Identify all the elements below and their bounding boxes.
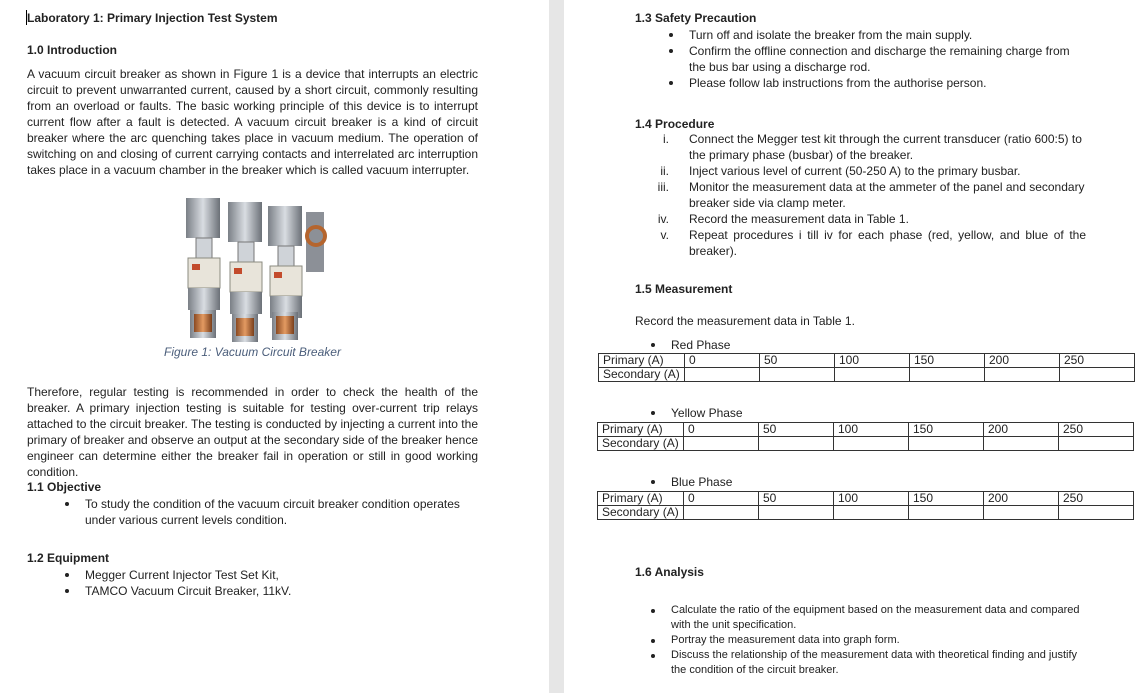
right-page xyxy=(564,0,1137,693)
table-cell: 150 xyxy=(909,492,984,506)
equipment-item: TAMCO Vacuum Circuit Breaker, 11kV. xyxy=(85,583,477,599)
procedure-item xyxy=(657,179,1086,211)
objective-item: To study the condition of the vacuum circuit breaker condition operates under various current levels condition. xyxy=(85,496,477,528)
analysis-heading: 1.6 Analysis xyxy=(635,565,704,579)
safety-heading: 1.3 Safety Precaution xyxy=(635,11,757,25)
table-cell xyxy=(759,437,834,451)
table-cell xyxy=(684,437,759,451)
table-cell: 250 xyxy=(1059,492,1134,506)
figure-caption: Figure 1: Vacuum Circuit Breaker xyxy=(164,345,341,359)
procedure-number: v. xyxy=(660,228,669,242)
objective-heading: 1.1 Objective xyxy=(27,480,102,494)
table-row xyxy=(598,423,1134,437)
procedure-text: Record the measurement data in Table 1. xyxy=(689,212,909,226)
table-cell: 250 xyxy=(1059,423,1134,437)
table-cell xyxy=(984,506,1059,520)
equipment-list xyxy=(85,567,477,599)
analysis-list xyxy=(671,603,1083,678)
table-cell: 100 xyxy=(834,492,909,506)
therefore-text: Therefore, regular testing is recommended in order to check the health of the breaker. A primary injection testing is suitable for testing over-current trip relays attached to the circuit breaker. The testing is conducted by injecting a current into the primary of breaker and observe an output at the secondary side of the breaker hence engineer can determine either the breaker fail in operation or still in good working condition. xyxy=(27,385,478,479)
table-cell xyxy=(835,368,910,382)
table-cell: 50 xyxy=(759,492,834,506)
table-row xyxy=(598,437,1134,451)
table-cell: 100 xyxy=(834,423,909,437)
table-cell xyxy=(1060,368,1135,382)
row-label: Primary (A) xyxy=(598,423,684,437)
table-cell xyxy=(834,506,909,520)
table-cell: 150 xyxy=(909,423,984,437)
row-label: Secondary (A) xyxy=(599,368,685,382)
procedure-text: Monitor the measurement data at the ammeter of the panel and secondary breaker side via clamp meter. xyxy=(689,180,1085,210)
equipment-item: Megger Current Injector Test Set Kit, xyxy=(85,567,477,583)
procedure-text: Repeat procedures i till iv for each phase (red, yellow, and blue of the breaker). xyxy=(689,228,1086,258)
red-phase-table xyxy=(598,353,1135,382)
table-cell xyxy=(1059,437,1134,451)
table-cell: 0 xyxy=(685,354,760,368)
analysis-item: Calculate the ratio of the equipment based on the measurement data and compared with the unit specification. xyxy=(671,603,1083,633)
doc-title: Laboratory 1: Primary Injection Test System xyxy=(27,11,278,25)
blue-phase-table xyxy=(597,491,1134,520)
safety-item: Confirm the offline connection and discharge the remaining charge from the bus bar using a discharge rod. xyxy=(689,43,1089,75)
table-row xyxy=(599,368,1135,382)
table-cell xyxy=(910,368,985,382)
safety-list xyxy=(689,27,1089,91)
table-cell: 250 xyxy=(1060,354,1135,368)
safety-item: Please follow lab instructions from the authorise person. xyxy=(689,75,1089,91)
vacuum-breaker-image xyxy=(182,192,328,342)
table-cell xyxy=(834,437,909,451)
procedure-text: Inject various level of current (50-250 A) to the primary busbar. xyxy=(689,164,1021,178)
table-cell: 50 xyxy=(759,423,834,437)
table-cell: 50 xyxy=(760,354,835,368)
intro-heading: 1.0 Introduction xyxy=(27,43,117,57)
table-cell: 200 xyxy=(985,354,1060,368)
table-cell: 100 xyxy=(835,354,910,368)
procedure-item xyxy=(660,163,1086,179)
measurement-text: Record the measurement data in Table 1. xyxy=(635,314,855,328)
procedure-heading: 1.4 Procedure xyxy=(635,117,715,131)
table-cell xyxy=(909,437,984,451)
left-page xyxy=(0,0,549,693)
procedure-number: i. xyxy=(663,132,669,146)
table-cell xyxy=(759,506,834,520)
table-cell: 0 xyxy=(684,492,759,506)
table-cell xyxy=(984,437,1059,451)
measurement-heading: 1.5 Measurement xyxy=(635,282,733,296)
table-cell: 150 xyxy=(910,354,985,368)
phase-label-list xyxy=(671,337,730,353)
table-cell xyxy=(760,368,835,382)
row-label: Primary (A) xyxy=(599,354,685,368)
equipment-heading: 1.2 Equipment xyxy=(27,551,110,565)
table-cell xyxy=(985,368,1060,382)
safety-item: Turn off and isolate the breaker from the main supply. xyxy=(689,27,1089,43)
table-cell: 0 xyxy=(684,423,759,437)
row-label: Primary (A) xyxy=(598,492,684,506)
table-cell xyxy=(684,506,759,520)
procedure-text: Connect the Megger test kit through the current transducer (ratio 600:5) to the primary phase (busbar) of the breaker. xyxy=(689,132,1082,162)
procedure-number: iii. xyxy=(657,180,669,194)
phase-label-list xyxy=(671,405,743,421)
table-row xyxy=(598,492,1134,506)
row-label: Secondary (A) xyxy=(598,506,684,520)
procedure-number: ii. xyxy=(660,164,669,178)
row-label: Secondary (A) xyxy=(598,437,684,451)
table-cell: 200 xyxy=(984,492,1059,506)
yellow-phase-table xyxy=(597,422,1134,451)
table-cell xyxy=(1059,506,1134,520)
procedure-number: iv. xyxy=(657,212,669,226)
procedure-list xyxy=(657,131,1086,259)
analysis-item: Portray the measurement data into graph form. xyxy=(671,633,1083,648)
intro-text: A vacuum circuit breaker as shown in Figure 1 is a device that interrupts an electric circuit to prevent unwarranted current, caused by a short circuit, commonly resulting from an overload or faults. The basic working principle of this device is to interrupt current flow after a fault is detected. A vacuum circuit breaker is a kind of circuit breaker where the arc quenching takes place in vacuum medium. The operation of switching on and closing of current carrying contacts and interrelated arc interruption takes place in a vacuum chamber in the breaker which is called vacuum interrupter. xyxy=(27,67,478,177)
table-cell xyxy=(909,506,984,520)
table-row xyxy=(599,354,1135,368)
table-cell xyxy=(685,368,760,382)
analysis-item: Discuss the relationship of the measurement data with theoretical finding and justify the condition of the circuit breaker. xyxy=(671,648,1083,678)
procedure-item xyxy=(663,131,1086,163)
table-cell: 200 xyxy=(984,423,1059,437)
red-phase-label: Red Phase xyxy=(671,338,731,352)
procedure-item xyxy=(657,211,1086,227)
table-row xyxy=(598,506,1134,520)
objective-list xyxy=(85,496,477,528)
phase-label-list xyxy=(671,474,732,490)
yellow-phase-label: Yellow Phase xyxy=(671,406,743,420)
procedure-item xyxy=(660,227,1086,259)
blue-phase-label: Blue Phase xyxy=(671,475,733,489)
